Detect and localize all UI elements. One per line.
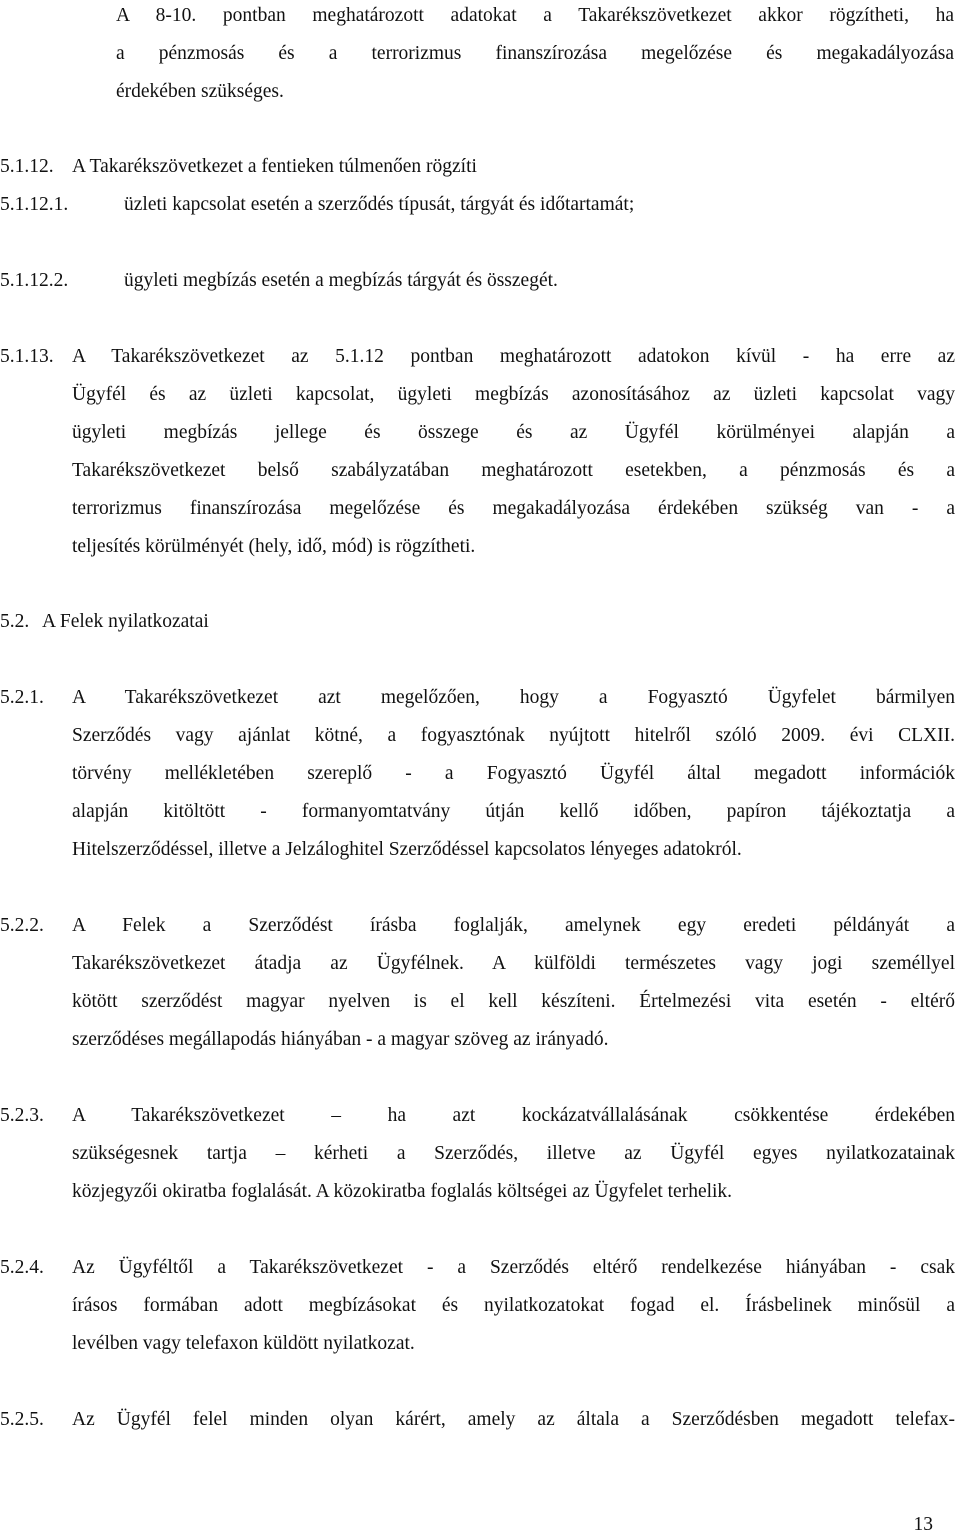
subsection-number: 5.1.12.1.: [0, 194, 69, 215]
text-line: A Takarékszövetkezet azt megelőzően, hogy a Fogyasztó Ügyfelet bármilyen: [72, 687, 955, 708]
text-line: teljesítés körülményét (hely, idő, mód) is rögzítheti.: [72, 536, 476, 557]
section-number: 5.2.4.: [0, 1257, 44, 1278]
text-line: A Felek a Szerződést írásba foglalják, amelynek egy eredeti példányát a: [72, 915, 955, 936]
text-line: Takarékszövetkezet átadja az Ügyfélnek. A külföldi természetes vagy jogi személlyel: [72, 953, 955, 974]
text-line: A 8-10. pontban meghatározott adatokat a Takarékszövetkezet akkor rögzítheti, ha: [116, 5, 954, 26]
text-line: Az Ügyféltől a Takarékszövetkezet - a Szerződés eltérő rendelkezése hiányában - csak: [72, 1257, 955, 1278]
section-number: 5.2.1.: [0, 687, 44, 708]
text-line: Az Ügyfél felel minden olyan kárért, amely az általa a Szerződésben megadott telefax-: [72, 1409, 955, 1430]
text-line: Ügyfél és az üzleti kapcsolat, ügyleti megbízás azonosításához az üzleti kapcsolat vagy: [72, 384, 955, 405]
text-line: A Takarékszövetkezet az 5.1.12 pontban meghatározott adatokon kívül - ha erre az: [72, 346, 955, 367]
text-line: alapján kitöltött - formanyomtatvány útján kellő időben, papíron tájékoztatja a: [72, 801, 955, 822]
text-line: kötött szerződést magyar nyelven is el kell készíteni. Értelmezési vita esetén - eltérő: [72, 991, 955, 1012]
subsection-text: ügyleti megbízás esetén a megbízás tárgyát és összegét.: [124, 270, 558, 291]
section-number: 5.2.: [0, 611, 30, 632]
text-line: szükségesnek tartja – kérheti a Szerződés, illetve az Ügyfél egyes nyilatkozatainak: [72, 1143, 955, 1164]
text-line: terrorizmus finanszírozása megelőzése és megakadályozása érdekében szükség van - a: [72, 498, 955, 519]
text-line: szerződéses megállapodás hiányában - a magyar szöveg az irányadó.: [72, 1029, 609, 1050]
text-line: Takarékszövetkezet belső szabályzatában meghatározott esetekben, a pénzmosás és a: [72, 460, 955, 481]
section-number: 5.2.3.: [0, 1105, 44, 1126]
text-line: Hitelszerződéssel, illetve a Jelzáloghitel Szerződéssel kapcsolatos lényeges adatokról.: [72, 839, 742, 860]
subsection-number: 5.1.12.2.: [0, 270, 69, 291]
text-line: levélben vagy telefaxon küldött nyilatkozat.: [72, 1333, 415, 1354]
text-line: írásos formában adott megbízásokat és nyilatkozatokat fogad el. Írásbelinek minősül a: [72, 1295, 955, 1316]
text-line: érdekében szükséges.: [116, 81, 284, 102]
section-title: A Felek nyilatkozatai: [42, 611, 209, 632]
section-text: A Takarékszövetkezet a fentieken túlmenően rögzíti: [72, 156, 477, 177]
section-number: 5.2.2.: [0, 915, 44, 936]
text-line: ügyleti megbízás jellege és összege és az Ügyfél körülményei alapján a: [72, 422, 955, 443]
section-number: 5.2.5.: [0, 1409, 44, 1430]
page-number: 13: [913, 1514, 933, 1535]
section-number: 5.1.13.: [0, 346, 54, 367]
text-line: A Takarékszövetkezet – ha azt kockázatvállalásának csökkentése érdekében: [72, 1105, 955, 1126]
text-line: a pénzmosás és a terrorizmus finanszírozása megelőzése és megakadályozása: [116, 43, 954, 64]
subsection-text: üzleti kapcsolat esetén a szerződés típusát, tárgyát és időtartamát;: [124, 194, 635, 215]
section-number: 5.1.12.: [0, 156, 54, 177]
text-line: Szerződés vagy ajánlat kötné, a fogyasztónak nyújtott hitelről szóló 2009. évi CLXII.: [72, 725, 955, 746]
text-line: törvény mellékletében szereplő - a Fogyasztó Ügyfél által megadott információk: [72, 763, 955, 784]
text-line: közjegyzői okiratba foglalását. A közokiratba foglalás költségei az Ügyfelet terhelik.: [72, 1181, 733, 1202]
